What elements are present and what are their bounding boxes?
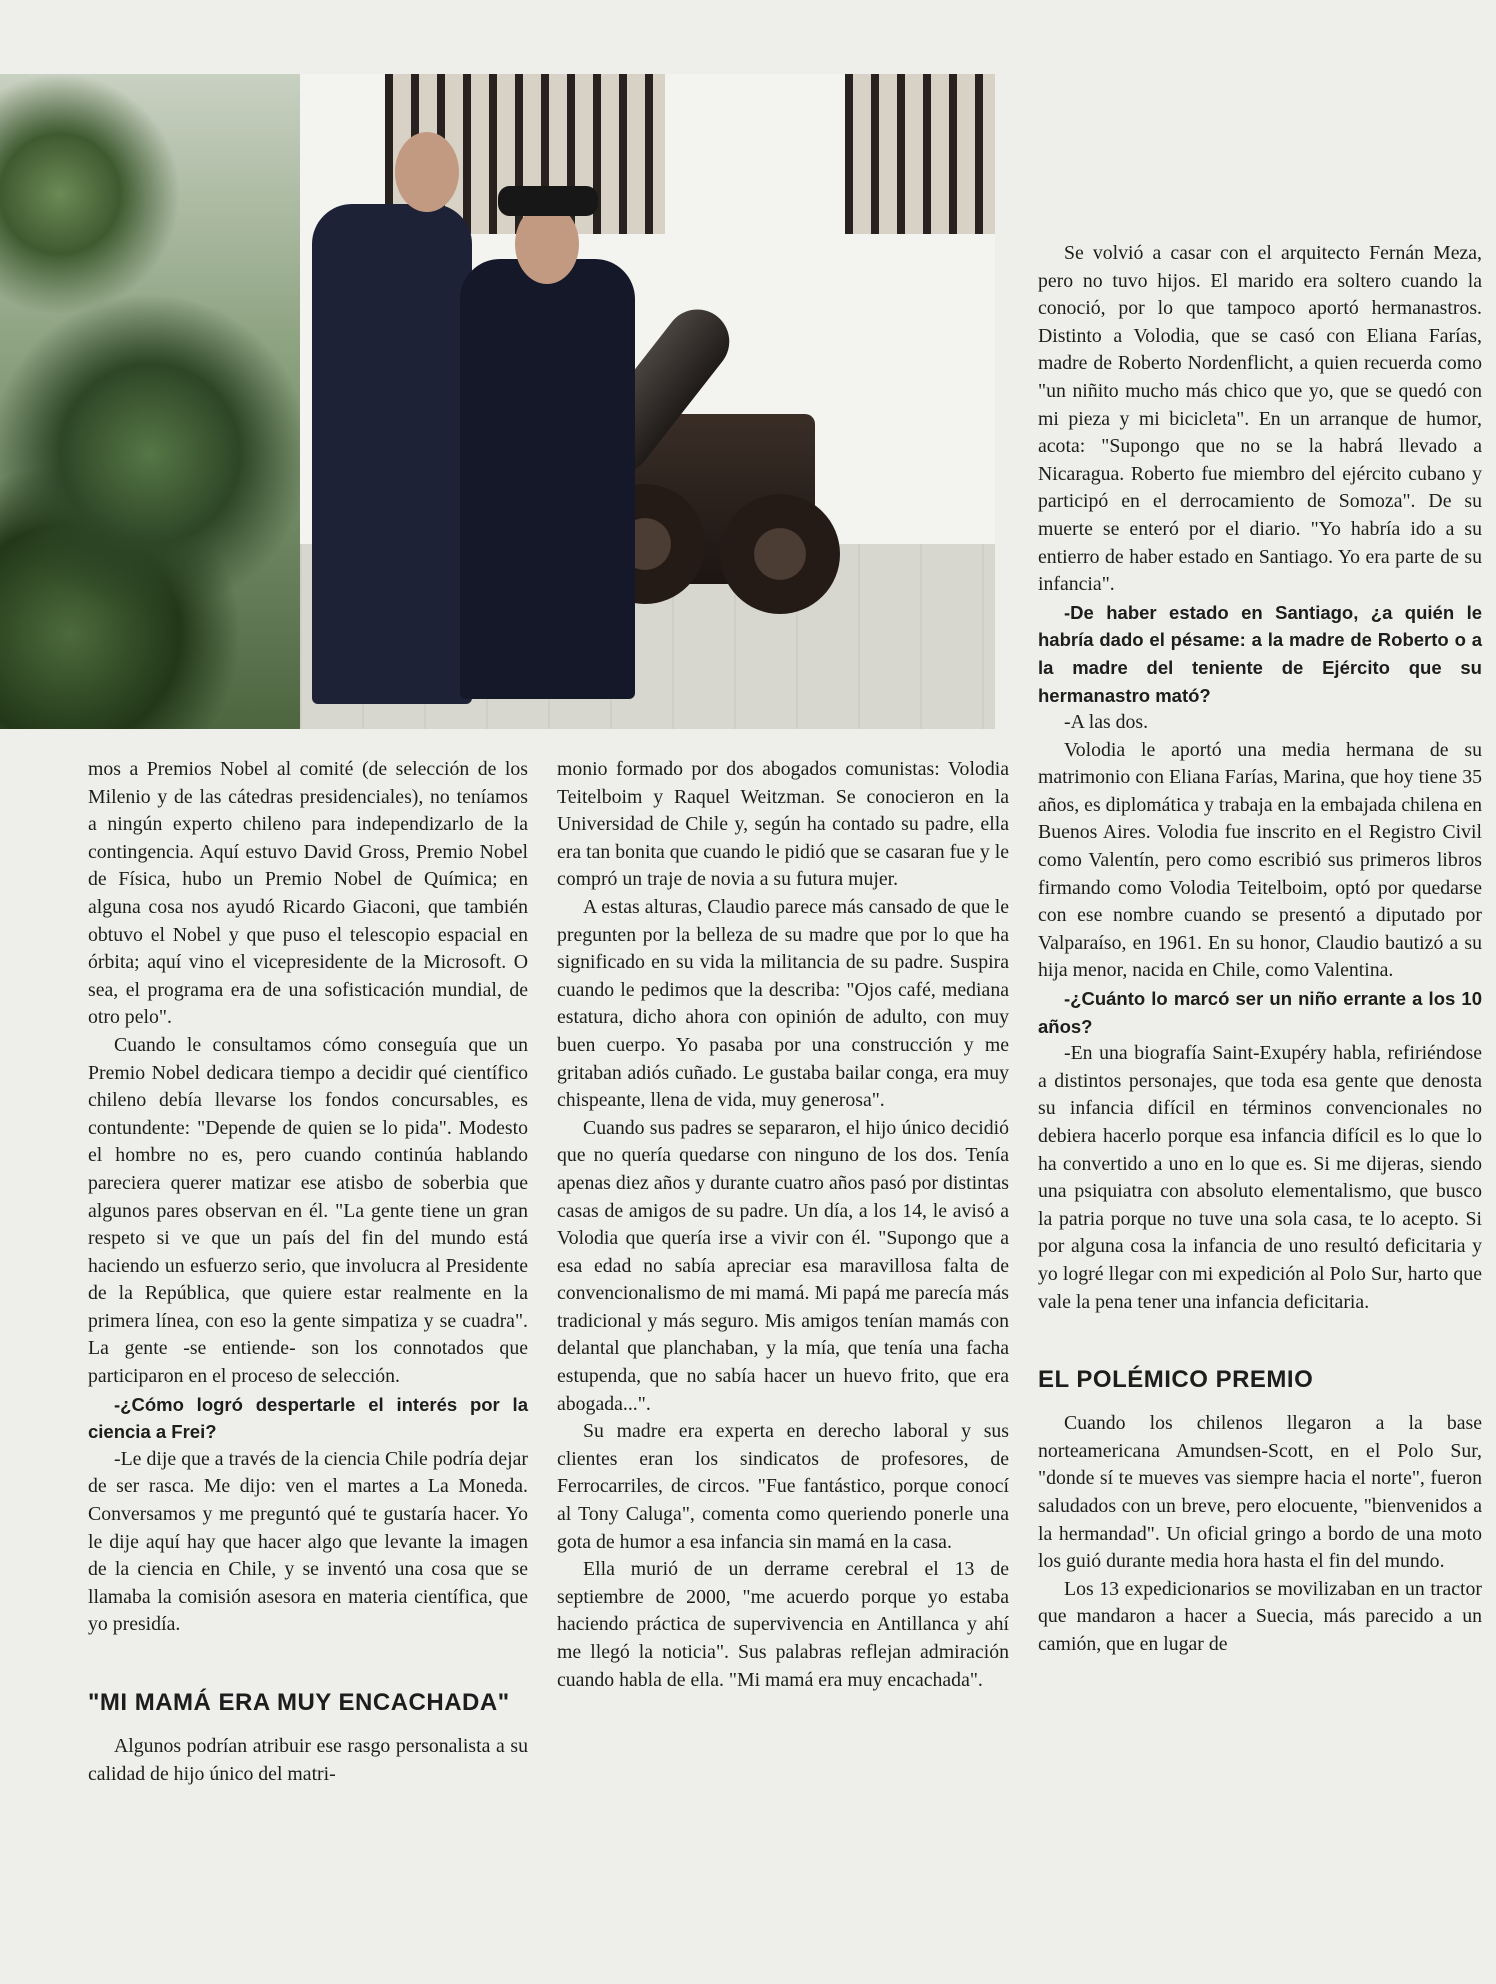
- photo-hat: [498, 186, 598, 216]
- photo-window-right: [845, 74, 995, 234]
- interview-question: -¿Cómo logró despertarle el interés por la ciencia a Frei?: [88, 1393, 528, 1443]
- article-column-2: [557, 756, 1009, 1694]
- photo-person-short: [460, 259, 635, 699]
- section-heading: EL POLÉMICO PREMIO: [1038, 1366, 1314, 1394]
- article-column-1: [88, 756, 528, 1788]
- paragraph: -En una biografía Saint-Exupéry habla, refiriéndose a distintos personajes, que toda esa gente que denosta su infancia difícil en términos convencionales no debiera hacerlo porque esa infancia difícil es lo que lo ha convertido a uno en lo que es. Si me dijeras, siendo una psiquiatra con absoluto elementalismo, que busco la patria porque no tuve una sola casa, te lo acepto. Si por alguna cosa la infancia de uno resultó deficitaria y yo logré llegar con mi expedición al Polo Sur, harto que vale la pena tener una infancia deficitaria.: [1038, 1042, 1482, 1313]
- interview-question: -¿Cuánto lo marcó ser un niño errante a los 10 años?: [1038, 988, 1482, 1037]
- paragraph: Cuando los chilenos llegaron a la base norteamericana Amundsen-Scott, en el Polo Sur, "donde sí te mueves vas siempre hacia el norte", fueron saludados con un breve, pero elocuente, "bienvenidos a la hermandad". Un oficial gringo a bordo de una moto los guió durante media hora hasta el fin del mundo.: [1038, 1412, 1482, 1573]
- paragraph: Su madre era experta en derecho laboral y sus clientes eran los sindicatos de profesores, de Ferrocarriles, de circos. "Fue fantástico, porque conocí al Tony Caluga", comenta como queriendo ponerle una gota de humor a esa infancia sin mamá en la casa.: [557, 1420, 1009, 1553]
- paragraph: monio formado por dos abogados comunistas: Volodia Teitelboim y Raquel Weitzman. Se conocieron en la Universidad de Chile y, según ha contado su padre, ella era tan bonita que cuando le pidió que se casaran fue y le compró un traje de novia a su futura mujer.: [557, 758, 1009, 891]
- photo-head-short: [515, 204, 579, 284]
- paragraph: Ella murió de un derrame cerebral el 13 de septiembre de 2000, "me acuerdo porque yo estaba haciendo práctica de supervivencia en Antillanca y ahí me llegó la noticia". Sus palabras reflejan admiración cuando habla de ella. "Mi mamá era muy encachada".: [557, 1558, 1009, 1691]
- paragraph: Cuando sus padres se separaron, el hijo único decidió que no quería quedarse con ninguno de los dos. Tenía apenas diez años y durante cuatro años pasó por distintas casas de amigos de su padre. Un día, a los 14, le avisó a Volodia que quería irse a vivir con él. "Supongo que a esa edad no sabía apreciar esa maravillosa falta de convencionalismo de mi mamá. Mi papá me parecía más tradicional y más seguro. Mis amigos tenían mamás con delantal que planchaban, y la mía, que tenía una facha estupenda, que no sabía hacer un huevo frito, que era abogada...".: [557, 1116, 1009, 1415]
- paragraph: Se volvió a casar con el arquitecto Fernán Meza, pero no tuvo hijos. El marido era soltero cuando la conoció, por lo que tampoco aportó hermanastros. Distinto a Volodia, que se casó con Eliana Farías, madre de Roberto Nordenflicht, a quien recuerda como "un niñito mucho más chico que yo, que se quedó con mi pieza y mi bicicleta". En un arranque de humor, acota: "Supongo que no se la habrá llevado a Nicaragua. Roberto fue miembro del ejército cubano y participó en el derrocamiento de Somoza". De su muerte se enteró por el diario. "Yo habría ido a su entierro de haber estado en Santiago. Yo era parte de su infancia".: [1038, 242, 1482, 596]
- photo-head-tall: [395, 132, 459, 212]
- paragraph: Cuando le consultamos cómo conseguía que un Premio Nobel dedicara tiempo a decidir qué científico chileno debía llevarse los fondos concursables, es contundente: "Depende de quien se lo pida". Modesto el hombre no es, pero cuando continúa hablando pareciera querer matizar ese atisbo de soberbia que algunos pares observan en él. "La gente tiene un gran respeto si ve que un país del fin del mundo está haciendo un esfuerzo serio, que involucra al Presidente de la República, que quiere estar realmente en la primera línea, con eso la gente simpatiza y se cuadra". La gente -se entiende- son los connotados que participaron en el proceso de selección.: [88, 1033, 528, 1388]
- article-column-3: [1038, 240, 1482, 1659]
- photo-plants: [0, 74, 300, 729]
- paragraph: mos a Premios Nobel al comité (de selección de los Milenio y de las cátedras presidenciales), no teníamos a ningún experto chileno para independizarlo de la contingencia. Aquí estuvo David Gross, Premio Nobel de Física, hubo un Premio Nobel de Química; en alguna cosa nos ayudó Ricardo Giaconi, que también obtuvo el Nobel y que puso el telescopio espacial en órbita; aquí vino el vicepresidente de la Microsoft. O sea, el programa era de una sofisticación mundial, de otro pelo".: [88, 758, 528, 1029]
- paragraph: Volodia le aportó una media hermana de su matrimonio con Eliana Farías, Marina, que hoy tiene 35 años, es diplomática y trabaja en la embajada chilena en Buenos Aires. Volodia fue inscrito en el Registro Civil como Valentín, pero como escribió sus primeros libros firmando como Volodia Teitelboim, optó por quedarse con ese nombre cuando se presentó a diputado por Valparaíso, en 1961. En su honor, Claudio bautizó a su hija menor, nacida en Chile, como Valentina.: [1038, 738, 1482, 982]
- paragraph: Los 13 expedicionarios se movilizaban en un tractor que mandaron a hacer a Suecia, más parecido a un camión, que en lugar de: [1038, 1577, 1482, 1655]
- photo-cannon-wheel-right: [720, 494, 840, 614]
- paragraph: A estas alturas, Claudio parece más cansado de que le pregunten por la belleza de su madre que por lo que ha significado en su vida la militancia de su padre. Suspira cuando le pedimos que la describa: "Ojos café, mediana estatura, dicho ahora con opinión de adulto, con muy buen cuerpo. Yo pasaba por una construcción y me gritaban adiós cuñado. Le gustaba bailar conga, era muy chispeante, llena de vida, muy generosa".: [557, 895, 1009, 1112]
- paragraph: Algunos podrían atribuir ese rasgo personalista a su calidad de hijo único del matri-: [88, 1735, 528, 1785]
- article-photo: [0, 74, 995, 729]
- interview-question: -De haber estado en Santiago, ¿a quién le habría dado el pésame: a la madre de Roberto o a la madre del teniente de Ejército que su hermanastro mató?: [1038, 601, 1482, 706]
- photo-person-tall: [312, 204, 472, 704]
- section-heading: "MI MAMÁ ERA MUY ENCACHADA": [88, 1689, 510, 1716]
- paragraph: -Le dije que a través de la ciencia Chile podría dejar de ser rasca. Me dijo: ven el martes a La Moneda. Conversamos y me preguntó qué te gustaría hacer. Yo le dije aquí hay que hacer algo que levante la imagen de la ciencia en Chile, y se inventó una cosa que se llamaba la comisión asesora en materia científica, que yo presidía.: [88, 1447, 528, 1636]
- interview-answer: -A las dos.: [1064, 711, 1149, 734]
